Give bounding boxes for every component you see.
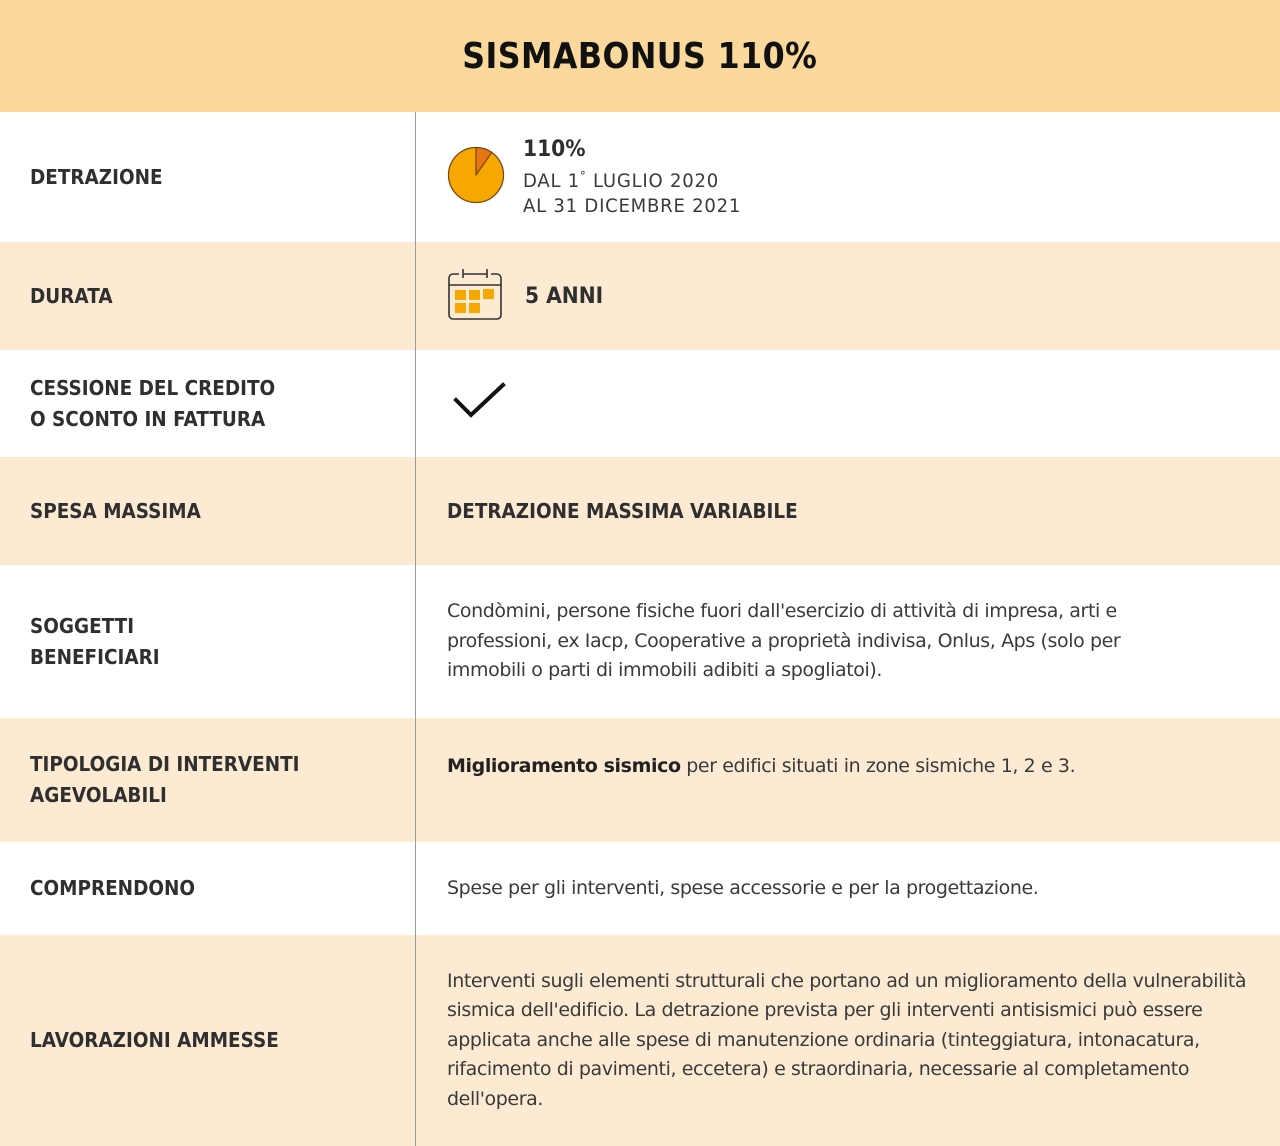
table-row-spesa-massima bbox=[0, 457, 1280, 565]
row-label-cell bbox=[0, 718, 416, 842]
table-row-durata bbox=[0, 242, 1280, 350]
info-table bbox=[0, 112, 1280, 1146]
deduction-end-date: AL 31 DICEMBRE 2021 bbox=[523, 194, 742, 217]
duration-value: 5 ANNI bbox=[525, 283, 604, 309]
row-label: SPESA MASSIMA bbox=[30, 498, 201, 523]
table-row-lavorazioni-ammesse bbox=[0, 935, 1280, 1146]
pie-chart-icon bbox=[447, 146, 505, 208]
row-value-cell bbox=[416, 112, 1280, 242]
row-label-cell bbox=[0, 112, 416, 242]
row-value-cell bbox=[416, 935, 1280, 1146]
row-label-line1: CESSIONE DEL CREDITO bbox=[30, 375, 276, 400]
row-value-cell bbox=[416, 718, 1280, 842]
row-value-cell bbox=[416, 565, 1280, 718]
max-expense-value: DETRAZIONE MASSIMA VARIABILE bbox=[447, 499, 798, 523]
checkmark-icon bbox=[453, 382, 507, 426]
row-value-cell bbox=[416, 457, 1280, 565]
includes-text: Spese per gli interventi, spese accessorie e per la progettazione. bbox=[447, 876, 1039, 899]
row-value-cell bbox=[416, 350, 1280, 457]
page-title: SISMABONUS 110% bbox=[462, 35, 818, 77]
intervention-types-bold: Miglioramento sismico bbox=[447, 755, 681, 777]
deduction-percentage: 110% bbox=[523, 136, 586, 162]
table-row-cessione bbox=[0, 350, 1280, 457]
row-label-line2: BENEFICIARI bbox=[30, 644, 160, 669]
row-label: LAVORAZIONI AMMESSE bbox=[30, 1028, 279, 1052]
beneficiaries-text: Condòmini, persone fisiche fuori dall'esercizio di attività di impresa, arti e professioni, ex Iacp, Cooperative a proprietà indivisa, Onlus, Aps (solo per immobili o parti di immobili adibiti a spogliatoi). bbox=[447, 600, 1121, 682]
row-label-cell bbox=[0, 457, 416, 565]
row-label-cell bbox=[0, 935, 416, 1146]
table-row-tipologia-interventi bbox=[0, 718, 1280, 842]
row-label-cell bbox=[0, 565, 416, 718]
row-label: DURATA bbox=[30, 283, 113, 308]
row-label-cell bbox=[0, 350, 416, 457]
row-label: DETRAZIONE bbox=[30, 164, 163, 189]
table-row-soggetti-beneficiari bbox=[0, 565, 1280, 718]
row-label-line1: SOGGETTI bbox=[30, 613, 135, 638]
deduction-start-date: DAL 1° LUGLIO 2020 bbox=[523, 168, 719, 192]
page-header bbox=[0, 0, 1280, 112]
calendar-icon bbox=[447, 267, 503, 325]
row-label-cell bbox=[0, 242, 416, 350]
row-value-cell bbox=[416, 242, 1280, 350]
row-label-cell bbox=[0, 842, 416, 935]
row-label-line1: TIPOLOGIA DI INTERVENTI bbox=[30, 752, 300, 776]
table-row-comprendono bbox=[0, 842, 1280, 935]
intervention-types-text: Miglioramento sismico per edifici situati in zone sismiche 1, 2 e 3. bbox=[447, 755, 1076, 777]
allowed-works-text: Interventi sugli elementi strutturali che portano ad un miglioramento della vulnerabilità sismica dell'edificio. La detrazione prevista per gli interventi antisismici può essere applicata anche alle spese di manutenzione ordinaria (tinteggiatura, intonacatura, rifacimento di pavimenti, eccetera) e straordinaria, necessarie al completamento dell'opera. bbox=[447, 969, 1247, 1110]
row-label: COMPRENDONO bbox=[30, 876, 196, 900]
row-value-cell bbox=[416, 842, 1280, 935]
row-label-line2: AGEVOLABILI bbox=[30, 783, 167, 807]
table-row-detrazione bbox=[0, 112, 1280, 242]
row-label-line2: O SCONTO IN FATTURA bbox=[30, 406, 266, 431]
